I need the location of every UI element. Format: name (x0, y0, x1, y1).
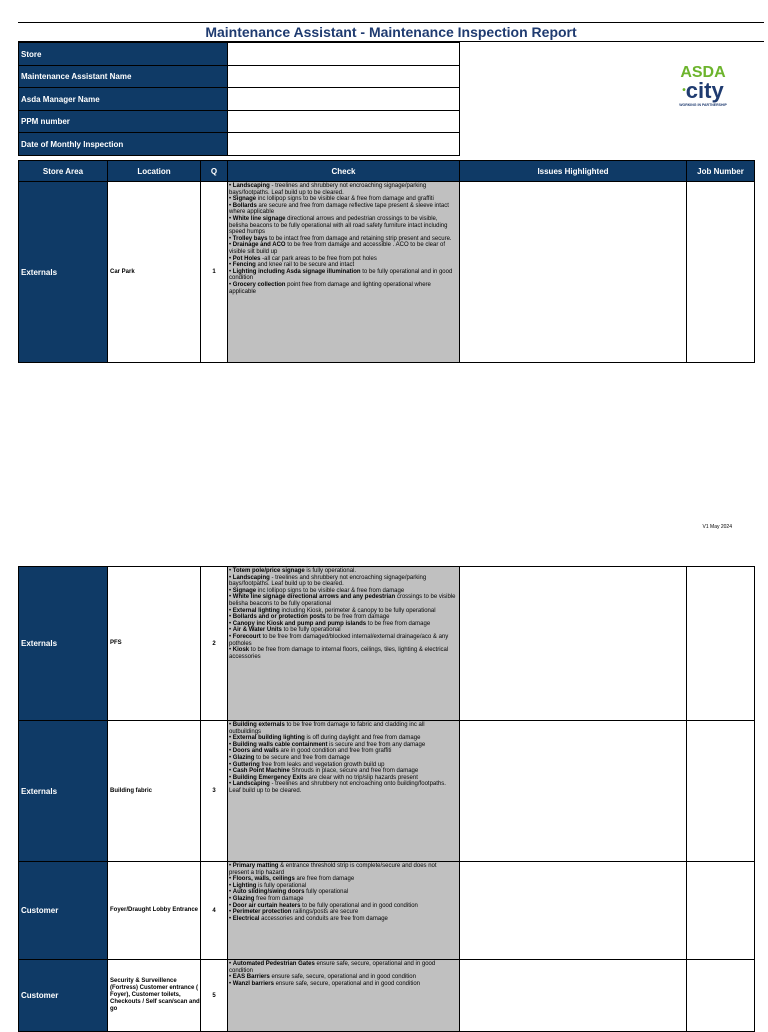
check-item-text: inc lollipop signs to be visible clear & free from damage and graffiti (256, 196, 434, 203)
check-item-key: Building walls cable containment (232, 741, 328, 748)
check-item-text: inc lollipop signs to be visible clear & free from damage (256, 587, 405, 594)
check-item-text: ensure safe, secure, operational and in good condition (229, 961, 436, 974)
check-item-text: to be free from damage to fabric and cladding inc all outbuildings (229, 722, 425, 735)
check-item: • Electrical accessories and conduits are free from damage (229, 915, 388, 922)
check-item-key: Trolley bays (232, 235, 268, 242)
check-cell (228, 567, 460, 721)
check-cell (228, 721, 460, 862)
check-item-key: Doors and walls (232, 748, 279, 755)
check-item-text: accessories and conduits are free from damage (259, 915, 388, 922)
logo-sub-text: city (685, 78, 724, 103)
check-item: • Signage inc lollipop signs to be visible clear & free from damage and graffiti (229, 196, 434, 203)
check-item-text: -all car park areas to be free from pot holes (260, 255, 377, 262)
header-fields-table (18, 42, 460, 156)
check-item: • External lighting including Kiosk, perimeter & canopy to be fully operational (229, 607, 436, 614)
check-item: • White line signage directional arrows and any pedestrian crossings to be visible belisha beacons to be fully operational (229, 594, 456, 607)
check-item-text: is fully operational (256, 882, 307, 889)
manager-name-value[interactable] (228, 88, 460, 111)
header-field-label: Asda Manager Name (19, 88, 228, 111)
job-number-cell[interactable] (687, 567, 755, 721)
job-number-cell[interactable] (687, 182, 755, 363)
version-label: V1 May 2024 (702, 524, 732, 530)
check-item-text: & entrance threshold strip is complete/secure and does not present a trip hazard (229, 863, 437, 876)
check-item: • Bollards and or protection posts to be free from damage (229, 614, 390, 621)
check-item: • Drainage and ACO to be free from damage and accessible . ACO to be clear of visible silt build up (229, 242, 445, 255)
check-item: • Landscaping - treelines and shrubbery not encroaching signage/parking bays/footpaths. Leaf build up to be cleared. (229, 574, 427, 588)
check-item-text: to be fully operational and in good condition (229, 268, 453, 282)
q-cell: 3 (201, 721, 228, 862)
location-cell: PFS (108, 567, 201, 721)
table-row (19, 960, 755, 1032)
check-item: • Wanzl barriers ensure safe, secure, operational and in good condition (229, 980, 421, 987)
check-item-text: and knee rail to be secure and intact (255, 262, 355, 269)
inspection-table-page-2 (18, 566, 755, 1032)
logo-tagline: WORKING IN PARTNERSHIP (679, 103, 727, 107)
check-item-key: White line signage directional arrows and any pedestrian (232, 594, 396, 601)
check-item-key: Drainage and ACO (232, 242, 286, 249)
check-item: • Signage inc lollipop signs to be visible clear & free from damage (229, 587, 405, 594)
check-item-key: Cash Point Machine (232, 768, 290, 775)
check-item-key: Fencing (232, 262, 256, 269)
check-item-text: to be intact free from damage and retaining strip present and secure. (267, 235, 452, 242)
location-cell: Building fabric (108, 721, 201, 862)
table-row (19, 182, 755, 363)
table-row (19, 862, 755, 960)
job-number-cell[interactable] (687, 721, 755, 862)
check-item-key: Lighting including Asda signage illumination (232, 268, 361, 275)
check-item-text: Shrouds in place, secure and free from damage (289, 768, 419, 775)
check-item: • Perimeter protection railings/posts are secure (229, 909, 359, 916)
check-item: • Landscaping - treelines and shrubbery not encroaching signage/parking bays/footpaths. Leaf build up to be cleared. (229, 183, 427, 196)
check-item-text: is off during daylight and free from damage (304, 735, 421, 742)
check-item: • Glazing to be secure and free from damage (229, 754, 350, 761)
check-item: • Lighting is fully operational (229, 882, 307, 889)
check-item-key: Signage (232, 196, 257, 203)
store-area-cell: Externals (19, 182, 108, 363)
check-item-key: External lighting (232, 607, 280, 614)
store-area-cell: Customer (19, 960, 108, 1032)
issues-cell[interactable] (460, 721, 687, 862)
check-item-key: Perimeter protection (232, 909, 292, 916)
check-item: • Cash Point Machine Shrouds in place, secure and free from damage (229, 768, 419, 775)
table-header-row (19, 161, 755, 182)
check-item-key: Building externals (232, 722, 285, 728)
check-item-key: Automated Pedestrian Gates (232, 961, 315, 967)
check-item-text: point free from damage and lighting operational where applicable (229, 281, 431, 295)
check-item-key: Glazing (232, 754, 255, 761)
header-field-label: Store (19, 43, 228, 66)
check-item: • Bollards are secure and free from damage reflective tape present & sleeve intact where applicable (229, 202, 449, 216)
q-cell: 4 (201, 862, 228, 960)
issues-cell[interactable] (460, 960, 687, 1032)
issues-cell[interactable] (460, 182, 687, 363)
logo-brand: ASDA (680, 64, 726, 81)
check-item-key: Floors, walls, ceilings (232, 876, 295, 883)
check-item-key: Pot Holes (232, 255, 261, 262)
check-item-text: including Kiosk, perimeter & canopy to be fully operational (279, 607, 436, 614)
check-item: • Building externals to be free from damage to fabric and cladding inc all outbuildings (229, 722, 425, 735)
check-item-key: Glazing (232, 895, 255, 902)
check-item-key: Landscaping (232, 781, 270, 788)
assistant-name-value[interactable] (228, 66, 460, 88)
store-area-cell: Externals (19, 721, 108, 862)
check-item-key: EAS Barriers (232, 974, 270, 981)
report-title: Maintenance Assistant - Maintenance Inspection Report (18, 22, 764, 42)
check-item-key: Door air curtain heaters (232, 902, 301, 909)
check-item: • Building walls cable containment is secure and free from any damage (229, 741, 426, 748)
check-item-key: Lighting (232, 882, 257, 889)
check-item-text: crossings to be visible belisha beacons to be fully operational (229, 594, 456, 607)
column-header-q: Q (201, 161, 228, 182)
check-item-text: - treelines and shrubbery not encroaching signage/parking bays/footpaths. Leaf build up to be cleared. (229, 574, 427, 588)
location-cell: Foyer/Draught Lobby Entrance (108, 862, 201, 960)
store-area-cell: Customer (19, 862, 108, 960)
ppm-number-value[interactable] (228, 111, 460, 133)
check-item-key: Building Emergency Exits (232, 774, 307, 781)
check-cell (228, 182, 460, 363)
check-item-text: free from damage (254, 895, 304, 902)
logo-sub: •city (682, 78, 724, 103)
check-item-key: Electrical (232, 915, 260, 922)
check-item: • Air & Water Units to be fully operational (229, 627, 341, 634)
table-row (19, 721, 755, 862)
inspection-table-page-1 (18, 160, 755, 363)
check-item-key: White line signage (232, 215, 286, 222)
check-item-key: Primary matting (232, 863, 279, 869)
check-item-key: Grocery collection (232, 281, 286, 288)
check-item-key: Forecourt (232, 633, 261, 640)
check-item-text: to be free from damaged/blocked internal/external drainage/aco & any potholes (229, 633, 449, 647)
check-item-text: railings/posts are secure (291, 909, 359, 916)
column-header-store-area: Store Area (19, 161, 108, 182)
check-item: • White line signage directional arrows and pedestrian crossings to be visible, belisha beacons to be fully operational with all road safety furniture intact including speed humps (229, 215, 448, 236)
check-item-key: Signage (232, 587, 257, 594)
check-item-text: is secure and free from any damage (327, 741, 426, 748)
check-item-key: Landscaping (232, 183, 270, 189)
q-cell: 5 (201, 960, 228, 1032)
check-item: • Glazing free from damage (229, 895, 304, 902)
check-item: • Guttering free from leaks and vegetation growth build up (229, 761, 385, 768)
check-item-text: directional arrows and pedestrian crossings to be visible, belisha beacons to be fully operational with all road safety furniture intact including speed humps (229, 215, 448, 236)
check-item-key: Bollards and or protection posts (232, 614, 326, 621)
header-field-assistant (19, 66, 460, 88)
check-item-text: are free from damage (294, 876, 355, 883)
check-item-key: Wanzl barriers (232, 980, 274, 987)
check-item: • Landscaping - treelines and shrubbery not encroaching onto building/footpaths. Leaf build up to be cleared. (229, 781, 446, 794)
check-item: • External building lighting is off during daylight and free from damage (229, 735, 421, 742)
q-cell: 2 (201, 567, 228, 721)
column-header-check: Check (228, 161, 460, 182)
check-item-text: fully operational (304, 889, 349, 896)
check-item-key: Landscaping (232, 574, 270, 581)
check-item: • Door air curtain heaters to be fully operational and in good condition (229, 902, 418, 909)
q-cell: 1 (201, 182, 228, 363)
check-item: • EAS Barriers ensure safe, secure, operational and in good condition (229, 974, 416, 981)
check-item-key: Bollards (232, 202, 257, 209)
column-header-issues: Issues Highlighted (460, 161, 687, 182)
store-value[interactable] (228, 43, 460, 66)
check-item-key: Auto sliding/swing doors (232, 889, 305, 896)
check-item-key: Guttering (232, 761, 260, 768)
check-item: • Fencing and knee rail to be secure and intact (229, 262, 355, 269)
table-row (19, 567, 755, 721)
check-item-text: are in good condition and free from graffiti (278, 748, 392, 755)
location-cell: Car Park (108, 182, 201, 363)
check-item-text: to be fully operational (281, 627, 341, 634)
check-item: • Floors, walls, ceilings are free from damage (229, 876, 355, 883)
check-item-text: to be free from damage and accessible . ACO to be clear of visible silt build up (229, 242, 445, 255)
check-item: • Pot Holes -all car park areas to be free from pot holes (229, 255, 377, 262)
check-item: • Forecourt to be free from damaged/blocked internal/external drainage/aco & any potholes (229, 633, 449, 647)
check-item: • Trolley bays to be intact free from damage and retaining strip present and secure. (229, 235, 452, 242)
job-number-cell[interactable] (687, 862, 755, 960)
check-cell (228, 862, 460, 960)
store-area-cell: Externals (19, 567, 108, 721)
check-item-text: to be free from damage (325, 614, 390, 621)
check-item-text: free from leaks and vegetation growth build up (259, 761, 385, 768)
check-item-text: ensure safe, secure, operational and in good condition (269, 974, 416, 981)
check-item-key: External building lighting (232, 735, 305, 742)
check-item-text: are clear with no trip/slip hazards present (306, 774, 418, 781)
check-item-text: - treelines and shrubbery not encroaching onto building/footpaths. Leaf build up to be cleared. (229, 781, 446, 794)
check-item-text: - treelines and shrubbery not encroaching signage/parking bays/footpaths. Leaf build up to be cleared. (229, 183, 427, 196)
check-item-text: is fully operational. (304, 568, 357, 574)
header-field-label: PPM number (19, 111, 228, 133)
job-number-cell[interactable] (687, 960, 755, 1032)
asda-city-logo (668, 64, 738, 120)
check-item-text: to be secure and free from damage (254, 754, 350, 761)
check-item: • Kiosk to be free from damage to internal floors, ceilings, tiles, lighting & electrical accessories (229, 647, 449, 660)
check-item-key: Kiosk (232, 647, 250, 654)
check-item: • Auto sliding/swing doors fully operational (229, 889, 349, 896)
location-cell: Security & Surveillence (Fortress) Customer entrance ( Foyer), Customer toilets, Checkouts / Self scan/scan and go (108, 960, 201, 1032)
check-item: • Automated Pedestrian Gates ensure safe, secure, operational and in good condition (229, 961, 436, 974)
check-item: • Building Emergency Exits are clear with no trip/slip hazards present (229, 774, 418, 781)
check-cell (228, 960, 460, 1032)
check-item: • Grocery collection point free from damage and lighting operational where applicable (229, 281, 431, 295)
header-field-label: Date of Monthly Inspection (19, 133, 228, 156)
check-item: • Totem pole/price signage is fully operational. (229, 568, 357, 574)
check-item-text: ensure safe, secure, operational and in good condition (273, 980, 421, 987)
header-field-date (19, 133, 460, 156)
check-item: • Lighting including Asda signage illumination to be fully operational and in good condition (229, 268, 453, 282)
inspection-date-value[interactable] (228, 133, 460, 156)
check-item-key: Air & Water Units (232, 627, 282, 634)
check-item: • Canopy inc Kiosk and pump and pump islands to be free from damage (229, 620, 431, 627)
header-field-manager (19, 88, 460, 111)
check-item-text: are secure and free from damage reflective tape present & sleeve intact where applicable (229, 202, 449, 216)
check-item-key: Canopy inc Kiosk and pump and pump islands (232, 620, 367, 627)
check-item-key: Totem pole/price signage (232, 568, 305, 574)
column-header-location: Location (108, 161, 201, 182)
column-header-job-number: Job Number (687, 161, 755, 182)
header-field-store (19, 43, 460, 66)
header-field-label: Maintenance Assistant Name (19, 66, 228, 88)
issues-cell[interactable] (460, 862, 687, 960)
check-item-text: to be free from damage (366, 620, 431, 627)
issues-cell[interactable] (460, 567, 687, 721)
check-item: • Doors and walls are in good condition and free from graffiti (229, 748, 392, 755)
check-item-text: to be free from damage to internal floors, ceilings, tiles, lighting & electrical accessories (229, 647, 449, 660)
header-field-ppm (19, 111, 460, 133)
check-item-text: to be fully operational and in good condition (300, 902, 418, 909)
check-item: • Primary matting & entrance threshold strip is complete/secure and does not present a trip hazard (229, 863, 437, 876)
